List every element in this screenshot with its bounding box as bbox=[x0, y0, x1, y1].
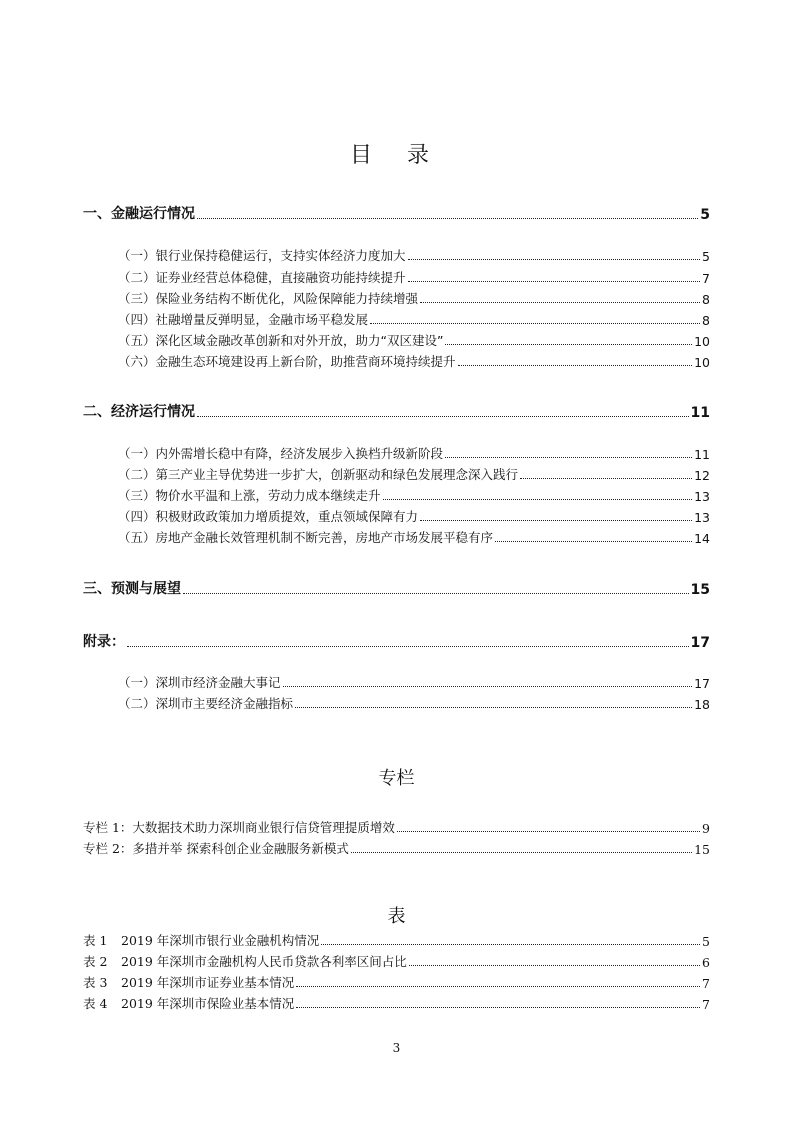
toc-entry-2-1[interactable] bbox=[118, 444, 710, 462]
toc-entry-1-6[interactable] bbox=[118, 352, 710, 370]
toc-entry-appendix-2[interactable] bbox=[118, 694, 710, 712]
toc-entry-2-2[interactable] bbox=[118, 465, 710, 483]
toc-page: 10 bbox=[694, 334, 710, 349]
toc-page: 14 bbox=[694, 531, 710, 546]
toc-label: （五）深化区域金融改革创新和对外开放，助力“双区建设” bbox=[118, 333, 444, 348]
table-page: 5 bbox=[702, 934, 710, 949]
dot-leader bbox=[127, 646, 689, 647]
toc-page: 7 bbox=[702, 271, 710, 286]
table-number: 表 4 bbox=[83, 996, 108, 1011]
toc-label: （二）第三产业主导优势进一步扩大，创新驱动和绿色发展理念深入践行 bbox=[118, 467, 519, 482]
dot-leader bbox=[197, 416, 689, 417]
dot-leader bbox=[295, 707, 692, 708]
toc-label: （一）银行业保持稳健运行，支持实体经济力度加大 bbox=[118, 248, 406, 263]
columns-heading: 专栏 bbox=[378, 768, 415, 789]
toc-page: 15 bbox=[690, 582, 710, 598]
table-label: 2019 年深圳市金融机构人民币贷款各利率区间占比 bbox=[121, 954, 407, 969]
toc-page: 5 bbox=[700, 207, 710, 223]
dot-leader bbox=[520, 478, 692, 479]
dot-leader bbox=[408, 259, 701, 260]
tables-heading: 表 bbox=[387, 906, 406, 927]
column-entry-2[interactable] bbox=[83, 839, 710, 857]
column-label: 专栏 2：多措并举 探索科创企业金融服务新模式 bbox=[83, 841, 349, 856]
toc-page: 12 bbox=[694, 468, 710, 483]
toc-entry-1-1[interactable] bbox=[118, 246, 710, 264]
dot-leader bbox=[283, 686, 693, 687]
table-label: 2019 年深圳市保险业基本情况 bbox=[121, 996, 295, 1011]
dot-leader bbox=[458, 365, 693, 366]
table-label: 2019 年深圳市证券业基本情况 bbox=[121, 975, 295, 990]
toc-entry-section-2[interactable] bbox=[83, 401, 710, 421]
table-entry-3[interactable] bbox=[83, 973, 710, 991]
toc-label: （二）证券业经营总体稳健，直接融资功能持续提升 bbox=[118, 270, 406, 285]
toc-entry-1-2[interactable] bbox=[118, 268, 710, 286]
toc-entry-appendix[interactable] bbox=[83, 631, 710, 651]
toc-page: 11 bbox=[690, 405, 710, 421]
table-number: 表 2 bbox=[83, 954, 108, 969]
toc-page: 13 bbox=[694, 489, 710, 504]
toc-page: 10 bbox=[694, 355, 710, 370]
table-page: 6 bbox=[702, 955, 710, 970]
toc-entry-1-5[interactable] bbox=[118, 331, 710, 349]
dot-leader bbox=[408, 281, 701, 282]
dot-leader bbox=[409, 965, 700, 966]
dot-leader bbox=[183, 593, 689, 594]
toc-label: （六）金融生态环境建设再上新台阶，助推营商环境持续提升 bbox=[118, 354, 456, 369]
toc-label: 附录： bbox=[83, 634, 125, 650]
toc-entry-section-3[interactable] bbox=[83, 578, 710, 598]
toc-entry-appendix-1[interactable] bbox=[118, 673, 710, 691]
dot-leader bbox=[296, 986, 700, 987]
table-number: 表 1 bbox=[83, 933, 108, 948]
toc-entry-1-3[interactable] bbox=[118, 289, 710, 307]
table-page: 7 bbox=[702, 976, 710, 991]
table-page: 7 bbox=[702, 997, 710, 1012]
toc-label: （三）保险业务结构不断优化，风险保障能力持续增强 bbox=[118, 291, 419, 306]
table-entry-2[interactable] bbox=[83, 952, 710, 970]
dot-leader bbox=[495, 541, 692, 542]
toc-entry-2-4[interactable] bbox=[118, 507, 710, 525]
page-number: 3 bbox=[392, 1041, 401, 1055]
dot-leader bbox=[370, 323, 700, 324]
toc-page: 17 bbox=[694, 676, 710, 691]
toc-entry-section-1[interactable] bbox=[83, 203, 710, 223]
dot-leader bbox=[397, 831, 700, 832]
column-entry-1[interactable] bbox=[83, 818, 710, 836]
toc-page: 5 bbox=[702, 249, 710, 264]
dot-leader bbox=[420, 520, 692, 521]
page-title: 目 录 bbox=[350, 143, 443, 168]
dot-leader bbox=[321, 944, 700, 945]
toc-label: （三）物价水平温和上涨，劳动力成本继续走升 bbox=[118, 488, 381, 503]
toc-label: 三、预测与展望 bbox=[83, 581, 181, 597]
toc-page: 17 bbox=[690, 635, 710, 651]
toc-page: 8 bbox=[702, 292, 710, 307]
column-page: 9 bbox=[702, 821, 710, 836]
toc-label: （五）房地产金融长效管理机制不断完善，房地产市场发展平稳有序 bbox=[118, 530, 494, 545]
dot-leader bbox=[420, 302, 700, 303]
toc-label: （二）深圳市主要经济金融指标 bbox=[118, 696, 294, 711]
toc-label: （四）社融增量反弹明显，金融市场平稳发展 bbox=[118, 312, 369, 327]
toc-label: （一）深圳市经济金融大事记 bbox=[118, 675, 281, 690]
toc-label: 二、经济运行情况 bbox=[83, 404, 195, 420]
column-label: 专栏 1：大数据技术助力深圳商业银行信贷管理提质增效 bbox=[83, 820, 395, 835]
column-page: 15 bbox=[694, 842, 710, 857]
dot-leader bbox=[296, 1007, 700, 1008]
toc-label: （四）积极财政政策加力增质提效，重点领域保障有力 bbox=[118, 509, 419, 524]
toc-entry-2-3[interactable] bbox=[118, 486, 710, 504]
toc-page: 11 bbox=[694, 447, 710, 462]
table-label: 2019 年深圳市银行业金融机构情况 bbox=[121, 933, 320, 948]
toc-page: 8 bbox=[702, 313, 710, 328]
dot-leader bbox=[197, 218, 698, 219]
toc-entry-2-5[interactable] bbox=[118, 528, 710, 546]
toc-label: 一、金融运行情况 bbox=[83, 206, 195, 222]
toc-page: 18 bbox=[694, 697, 710, 712]
toc-entry-1-4[interactable] bbox=[118, 310, 710, 328]
toc-label: （一）内外需增长稳中有降，经济发展步入换档升级新阶段 bbox=[118, 446, 444, 461]
dot-leader bbox=[383, 499, 693, 500]
table-entry-1[interactable] bbox=[83, 931, 710, 949]
dot-leader bbox=[445, 457, 692, 458]
table-number: 表 3 bbox=[83, 975, 108, 990]
toc-page: 13 bbox=[694, 510, 710, 525]
dot-leader bbox=[445, 344, 692, 345]
table-entry-4[interactable] bbox=[83, 994, 710, 1012]
dot-leader bbox=[351, 852, 692, 853]
